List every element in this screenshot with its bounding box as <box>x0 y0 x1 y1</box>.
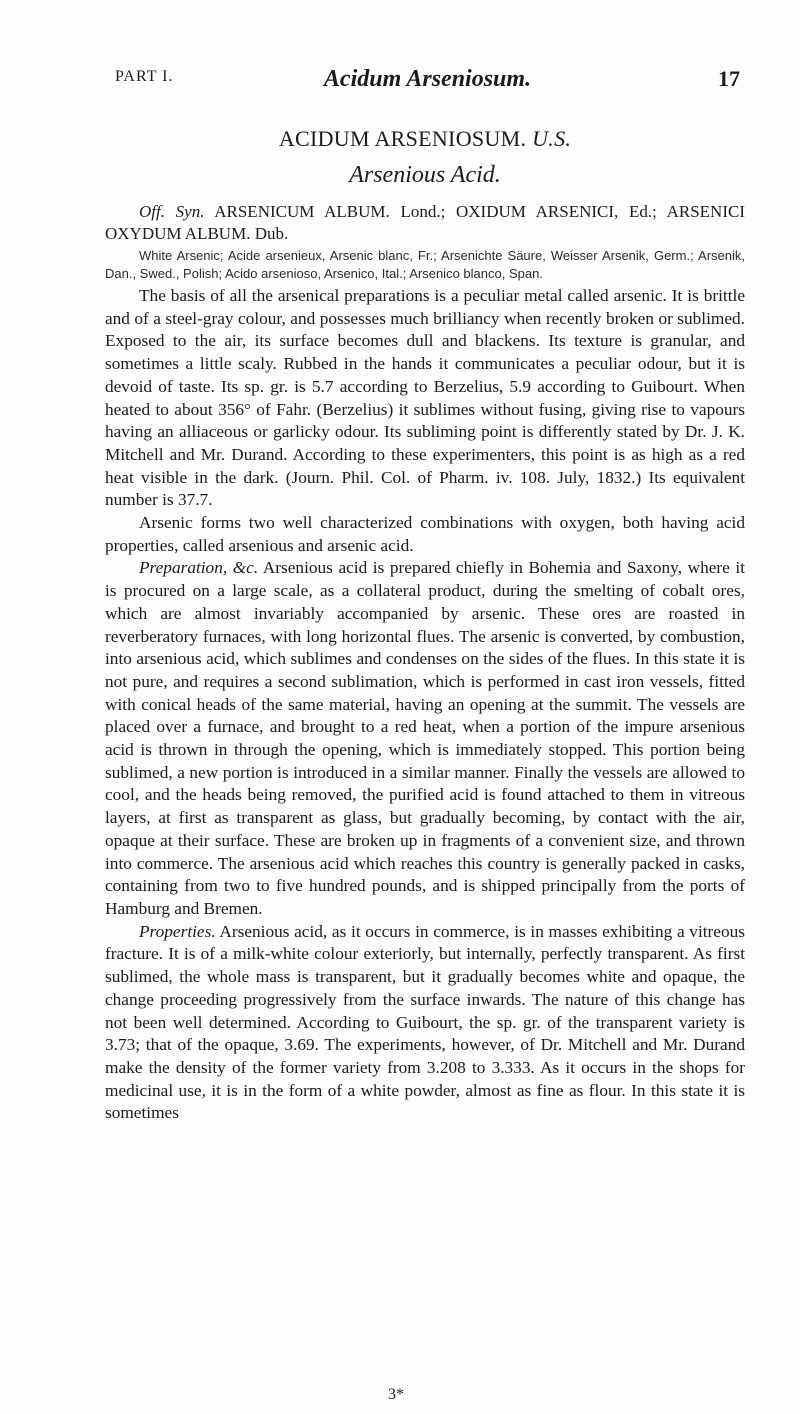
pharmacopoeia-mark: U.S. <box>532 126 572 151</box>
page-number: 17 <box>718 66 740 91</box>
official-synonyms <box>105 201 745 245</box>
part-label: PART I. <box>115 68 174 85</box>
properties-text: Arsenious acid, as it occurs in commerce, is in masses exhibiting a vitreous fracture. It is of a milk-white colour exteriorly, but internally, perfectly transparent. As first sublimed, the whole mass is transparent, but it gradually becomes white and opaque, the change proceeding progressively from the surface inwards. The nature of this change has not been well determined. According to Guibourt, the sp. gr. of the transparent variety is 3.73; that of the opaque, 3.69. The experiments, however, of Dr. Mitchell and Mr. Durand make the density of the former variety from 3.208 to 3.333. As it occurs in the shops for medicinal use, it is in the form of a white powder, almost as fine as flour. In this state it is sometimes <box>105 921 745 1123</box>
running-head <box>115 66 740 96</box>
running-title: Acidum Arseniosum. <box>323 66 532 92</box>
article-subtitle: Arsenious Acid. <box>349 162 501 188</box>
article-body <box>105 126 745 1125</box>
paragraph-basis: The basis of all the arsenical preparations is a peculiar metal called arsenic. It is brittle and of a steel-gray colour, and possesses much brilliancy when recently broken or sublimed. Exposed to the air, its surface becomes dull and blackens. Its texture is granular, and sometimes a little scaly. Rubbed in the hands it communicates a peculiar odour, but it is devoid of taste. Its sp. gr. is 5.7 according to Berzelius, 5.9 according to Guibourt. When heated to about 356° of Fahr. (Berzelius) it sublimes without fusing, giving rise to vapours having an alliaceous or garlicky odour. Its subliming point is differently stated by Dr. J. K. Mitchell and Mr. Durand. According to these experimenters, this point is as high as a red heat visible in the dark. (Journ. Phil. Col. of Pharm. iv. 108. July, 1832.) Its equivalent number is 37.7. <box>105 286 745 510</box>
preparation-label: Preparation, &c. <box>139 558 259 578</box>
official-synonyms-label: Off. Syn. <box>139 202 205 221</box>
paragraph-combinations: Arsenic forms two well characterized combinations with oxygen, both having acid properties, called arsenious and arsenic acid. <box>105 513 745 555</box>
article-title-text: ACIDUM ARSENIOSUM. <box>278 126 527 151</box>
properties-label: Properties. <box>139 921 216 941</box>
preparation-text: Arsenious acid is prepared chiefly in Bohemia and Saxony, where it is procured on a large scale, as a collateral product, during the smelting of cobalt ores, which are almost invariably accompanied by arsenic. These ores are roasted in reverberatory furnaces, with long horizontal flues. The arsenic is converted, by combustion, into arsenious acid, which sublimes and condenses on the sides of the flues. In this state it is not pure, and requires a second sublimation, which is performed in cast iron vessels, fitted with conical heads of the same material, having an opening at the summit. The vessels are placed over a furnace, and brought to a red heat, when a portion of the impure arsenious acid is thrown in through the opening, which is immediately stopped. This portion being sublimed, a new portion is introduced in a similar manner. Finally the vessels are allowed to cool, and the heads being removed, the purified acid is found attached to them in vitreous layers, at first as transparent as glass, but gradually becoming, by contact with the air, opaque at their surface. These are broken up in fragments of a convenient size, and thrown into commerce. The arsenious acid which reaches this country is generally packed in casks, containing from two to five hundred pounds, and is shipped principally from the ports of Hamburg and Bremen. <box>105 558 745 918</box>
signature-mark: 3* <box>388 1386 404 1403</box>
paragraph-properties <box>105 921 745 1125</box>
article-title <box>105 126 745 152</box>
paragraph-preparation <box>105 557 745 920</box>
official-synonyms-text: ARSENICUM ALBUM. Lond.; OXIDUM ARSENICI, Ed.; ARSENICI OXYDUM ALBUM. Dub. <box>105 202 745 243</box>
foreign-synonyms: White Arsenic; Acide arsenieux, Arsenic blanc, Fr.; Arsenichte Säure, Weisser Arsenik, Germ.; Arsenik, Dan., Swed., Polish; Acido arsenioso, Arsenico, Ital.; Arsenico blanco, Span. <box>105 248 745 281</box>
